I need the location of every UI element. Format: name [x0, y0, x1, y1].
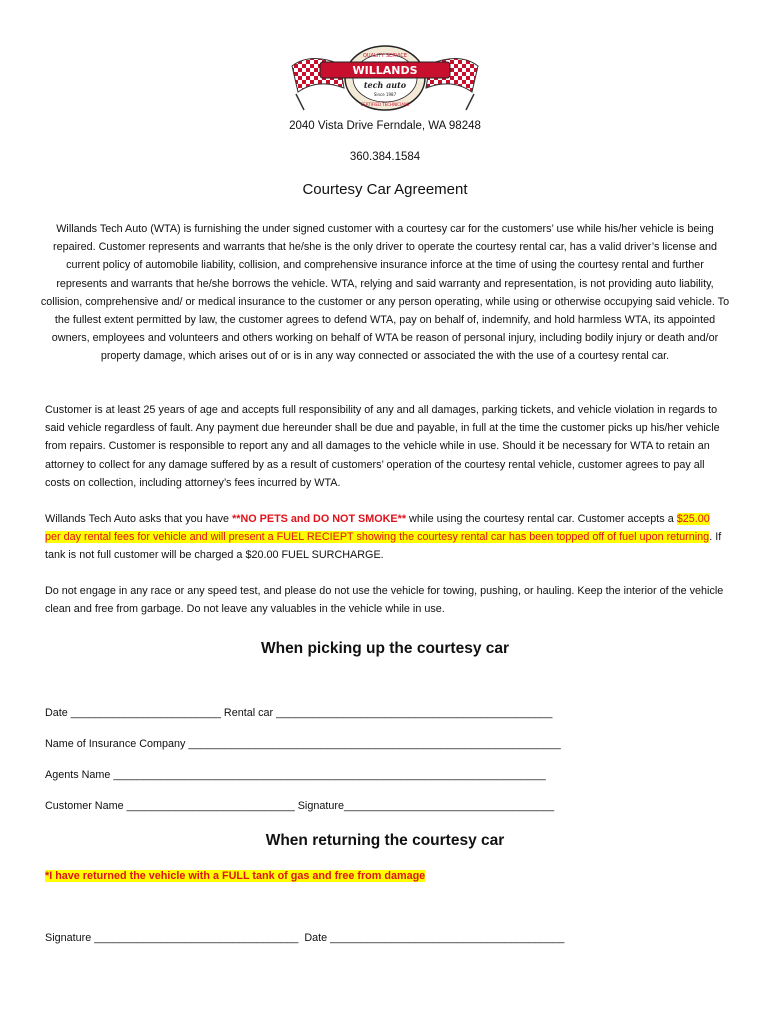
race-paragraph: Do not engage in any race or any speed test, and please do not use the vehicle for towing, pushing, or hauling. Keep the interior of the vehicle clean and free from garbage. Do not leave any valuables in the vehicle while in use.	[45, 585, 724, 616]
address: 2040 Vista Drive Ferndale, WA 98248	[289, 120, 481, 132]
logo-bottom-text: CERTIFIED TECHNICIANS	[360, 102, 410, 107]
customer-signature-field[interactable]: Customer Name ____________________________ Signature___________________________________	[45, 800, 555, 812]
insurance-company-field[interactable]: Name of Insurance Company ______________________________________________________________	[45, 738, 561, 750]
document-title: Courtesy Car Agreement	[302, 181, 468, 198]
return-confirmation	[45, 870, 425, 882]
intro-paragraph: Willands Tech Auto (WTA) is furnishing the under signed customer with a courtesy car for the customers’ use while his/her vehicle is being repaired. Customer represents and warrants that he/she is the only driver to operate the courtesy rental car, has a valid driver’s license and current policy of automobile liability, collision, and comprehensive insurance inforce at the time of using the courtesy rental and further represents and warrants that he/she borrows the vehicle. WTA, relying and said warranty and representation, is not providing auto liability, collision, comprehensive and/ or medical insurance to the customer or any person operating, while using or otherwise occupying said vehicle. To the fullest extent permitted by law, the customer agrees to defend WTA, pay on behalf of, indemnify, and hold harmless WTA, its appointed owners, employees and volunteers and others working on behalf of WTA be reason of personal injury, including bodily injury or death and/or property damage, which arises out of or is in any way connected or associated the with the use of a courtesy rental car.	[40, 223, 730, 363]
logo-name: WILLANDS	[352, 64, 418, 77]
pickup-heading: When picking up the courtesy car	[260, 640, 510, 657]
phone-number: 360.384.1584	[349, 151, 421, 163]
return-signature-date-field[interactable]: Signature __________________________________ Date _______________________________________	[45, 932, 565, 944]
logo-top-text: QUALITY SERVICE	[362, 53, 408, 59]
date-rental-car-field[interactable]: Date _________________________ Rental car ______________________________________________	[45, 707, 553, 719]
return-confirmation-text: *I have returned the vehicle with a FULL tank of gas and free from damage	[45, 870, 426, 882]
return-heading: When returning the courtesy car	[265, 832, 505, 849]
pets-middle: while using the courtesy rental car. Customer accepts a	[406, 513, 677, 525]
agents-name-field[interactable]: Agents Name ________________________________________________________________________	[45, 769, 546, 781]
pets-prefix: Willands Tech Auto asks that you have	[45, 513, 233, 525]
logo-since: Since 1987	[373, 92, 397, 97]
rental-fee-highlight: $25.00 per day rental fees for vehicle and will present a FUEL RECIEPT showing the courtesy rental car has been topped off of fuel upon returning	[45, 513, 710, 544]
age-paragraph: Customer is at least 25 years of age and accepts full responsibility of any and all damages, parking tickets, and vehicle violation in regards to said vehicle regardless of fault. Any payment due hereunder shall be due and payable, in full at the time the customer picks up his/her vehicle from repairs. Customer is responsible to report any and all damages to the vehicle while in use. Should it be necessary for WTA to retain an attorney to collect for any damage suffered by as a result of customers’ operation of the courtesy rental vehicle, customer agrees to pay all costs on collection, including attorney’s fees incurred by WTA.	[45, 404, 720, 489]
no-pets-warning: **NO PETS and DO NOT SMOKE**	[232, 513, 407, 525]
pets-fees-paragraph	[45, 510, 725, 565]
logo-sub: tech auto	[363, 80, 407, 90]
willands-logo	[290, 44, 480, 112]
fuel-surcharge: . If tank is not full customer will be charged a $20.00 FUEL SURCHARGE.	[45, 531, 722, 562]
